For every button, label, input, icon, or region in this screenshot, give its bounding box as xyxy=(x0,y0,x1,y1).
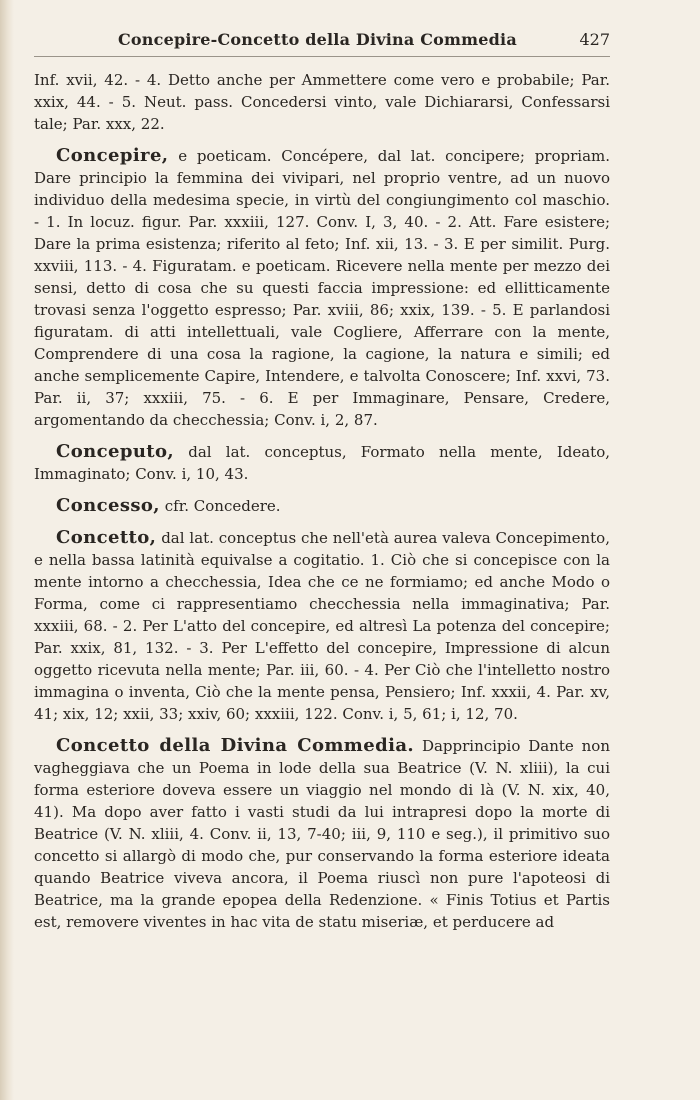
entry-text: dal lat. conceptus che nell'età aurea valeva Concepimento, e nella bassa latinità equivalse a cogitatio. 1. Ciò che si concepisce con la mente intorno a checchessia, Idea che ce ne formiamo; ed anche Modo o Forma, come ci rappresentiamo checchessia nella immaginativa; Par. xxxiii, 68. - 2. Per L'atto del concepire, ed altresì La potenza del concepire; Par. xxix, 81, 132. - 3. Per L'effetto del concepire, Impressione di alcun oggetto ricevuta nella mente; Par. iii, 60. - 4. Per Ciò che l'intelletto nostro immagina o inventa, Ciò che la mente pensa, Pensiero; Inf. xxxii, 4. Par. xv, 41; xix, 12; xxii, 33; xxiv, 60; xxxiii, 122. Conv. i, 5, 61; i, 12, 70. xyxy=(34,529,610,723)
page-header xyxy=(34,28,610,57)
entry-text: e poeticam. Concépere, dal lat. concipere; propriam. Dare principio la femmina dei vivipari, nel proprio ventre, ad un nuovo individuo della medesima specie, in virtù del congiungimento col maschio. - 1. In locuz. figur. Par. xxxiii, 127. Conv. I, 3, 40. - 2. Att. Fare esistere; Dare la prima esistenza; riferito al feto; Inf. xii, 13. - 3. E per similit. Purg. xxviii, 113. - 4. Figuratam. e poeticam. Ricevere nella mente per mezzo dei sensi, detto di cosa che su questi faccia impressione: ed ellitticamente trovasi senza l'oggetto espresso; Par. xviii, 86; xxix, 139. - 5. E parlandosi figuratam. di atti intellettuali, vale Cogliere, Afferrare con la mente, Comprendere di una cosa la ragione, la cagione, la natura e simili; ed anche semplicemente Capire, Intendere, e talvolta Conoscere; Inf. xxvi, 73. Par. ii, 37; xxxiii, 75. - 6. E per Immaginare, Pensare, Credere, argomentando da checchessia; Conv. i, 2, 87. xyxy=(34,147,610,429)
dictionary-entry xyxy=(34,735,610,933)
entry-list xyxy=(34,145,610,933)
dictionary-entry xyxy=(34,495,610,517)
continued-entry-text: Inf. xvii, 42. - 4. Detto anche per Ammettere come vero e probabile; Par. xxix, 44. - 5. Neut. pass. Concedersi vinto, vale Dichiararsi, Confessarsi tale; Par. xxx, 22. xyxy=(34,71,610,133)
entry-text: cfr. Concedere. xyxy=(164,497,281,515)
entry-lemma: Concetto della Divina Commedia. xyxy=(56,735,415,756)
page-number: 427 xyxy=(579,30,610,49)
entry-lemma: Conceputo, xyxy=(56,441,175,462)
entry-lemma: Concepire, xyxy=(56,145,169,166)
page-binding-edge xyxy=(0,0,14,1100)
dictionary-entry xyxy=(34,441,610,485)
entry-text: Dapprincipio Dante non vagheggiava che un Poema in lode della sua Beatrice (V. N. xliii), la cui forma esteriore doveva essere un viaggio nel mondo di là (V. N. xix, 40, 41). Ma dopo aver fatto i vasti studi da lui intrapresi dopo la morte di Beatrice (V. N. xliii, 4. Conv. ii, 13, 7-40; iii, 9, 110 e seg.), il primitivo suo concetto si allargò di modo che, pur conservando la forma esteriore ideata quando Beatrice viveva ancora, il Poema riuscì non pure l'apoteosi di Beatrice, ma la grande epopea della Redenzione. « Finis Totius et Partis est, removere viventes in hac vita de statu miseriæ, et perducere ad xyxy=(34,737,610,931)
entry-lemma: Concetto, xyxy=(56,527,157,548)
dictionary-entry xyxy=(34,527,610,725)
running-head: Concepire-Concetto della Divina Commedia xyxy=(118,30,517,49)
entry-lemma: Concesso, xyxy=(56,495,160,516)
dictionary-entry xyxy=(34,145,610,431)
dictionary-page xyxy=(34,28,610,933)
entry-text: dal lat. conceptus, Formato nella mente, Ideato, Immaginato; Conv. i, 10, 43. xyxy=(34,443,610,483)
